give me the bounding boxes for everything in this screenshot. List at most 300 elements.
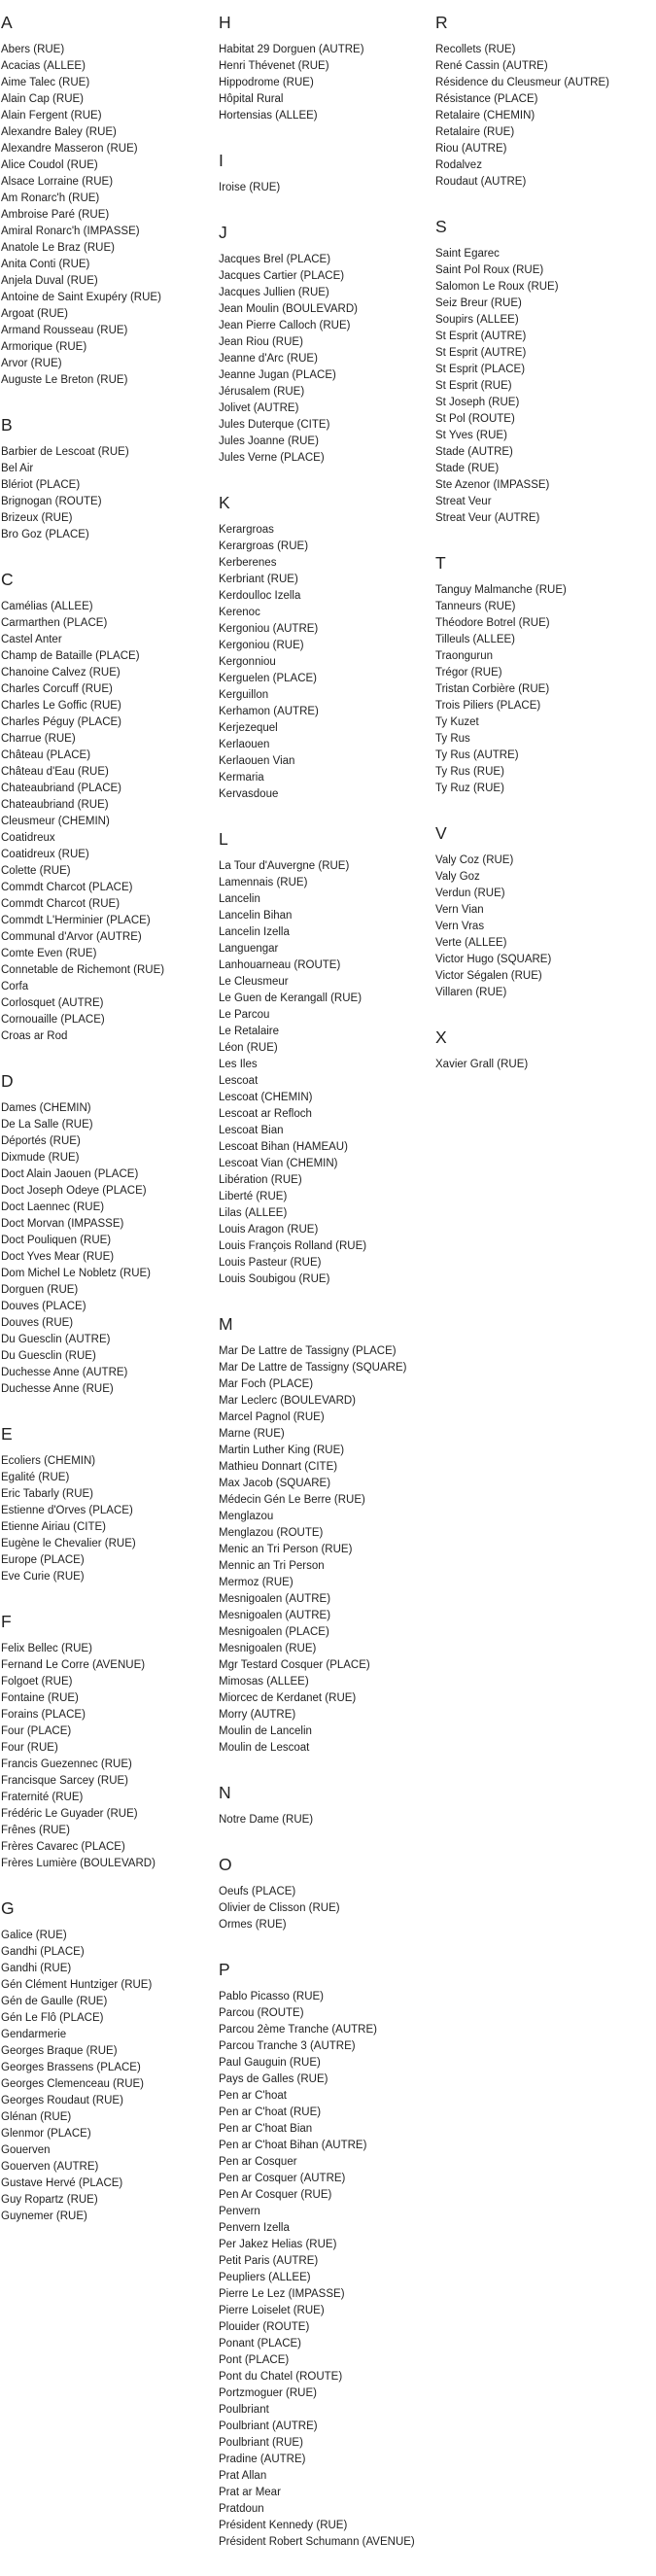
street-entry: Kerargroas (RUE): [219, 540, 309, 552]
letter-section: [219, 12, 432, 124]
street-entry: Ste Azenor (IMPASSE): [435, 479, 550, 491]
street-entry: Pen ar C'hoat Bian: [219, 2123, 313, 2135]
street-entry: Etienne Airiau (CITE): [1, 1521, 107, 1533]
street-entry: Francisque Sarcey (RUE): [1, 1775, 129, 1787]
letter-section: [219, 492, 432, 803]
street-entry: Georges Braque (RUE): [1, 2045, 118, 2057]
street-entry: Résidence du Cleusmeur (AUTRE): [435, 77, 609, 88]
street-entry: Eve Curie (RUE): [1, 1571, 85, 1583]
column-1: [1, 12, 215, 2250]
street-entry: Hortensias (ALLEE): [219, 110, 318, 122]
street-entry: Bro Goz (PLACE): [1, 529, 89, 540]
street-entry: Communal d'Arvor (AUTRE): [1, 931, 142, 943]
street-entry: Lescoat Bihan (HAMEAU): [219, 1141, 348, 1153]
street-entry: Pablo Picasso (RUE): [219, 1991, 325, 2002]
street-entry: Alexandre Masseron (RUE): [1, 143, 138, 155]
street-entry: Roudaut (AUTRE): [435, 176, 527, 188]
street-entry: Jeanne Jugan (PLACE): [219, 369, 336, 381]
street-entry: Europe (PLACE): [1, 1554, 85, 1566]
street-entry: Kerhamon (AUTRE): [219, 706, 319, 717]
street-entry: Les Iles: [219, 1059, 258, 1070]
street-entry: Alsace Lorraine (RUE): [1, 176, 114, 188]
street-entry: Jean Riou (RUE): [219, 336, 303, 348]
street-entry: Salomon Le Roux (RUE): [435, 281, 559, 293]
street-entry: Tilleuls (ALLEE): [435, 634, 516, 645]
letter-section: [1, 1070, 215, 1398]
street-entry: Déportés (RUE): [1, 1135, 81, 1147]
street-entry: Moulin de Lescoat: [219, 1742, 310, 1754]
street-entry: Folgoet (RUE): [1, 1676, 73, 1688]
street-entry: St Pol (ROUTE): [435, 413, 515, 425]
street-entry: Vern Vras: [435, 921, 485, 932]
street-entry: Menglazou (ROUTE): [219, 1527, 324, 1539]
street-entry: Doct Laennec (RUE): [1, 1201, 105, 1213]
street-entry: Fontaine (RUE): [1, 1692, 79, 1704]
street-entry: Gandhi (PLACE): [1, 1946, 85, 1958]
letter-section: [1, 1897, 215, 2225]
street-entry: Retalaire (RUE): [435, 126, 515, 138]
street-entry: Hôpital Rural: [219, 93, 284, 105]
street-entry: St Esprit (AUTRE): [435, 331, 527, 342]
street-entry: Gandhi (RUE): [1, 1963, 72, 1974]
street-entry: Kergoniou (RUE): [219, 640, 304, 651]
street-entry: Guynemer (RUE): [1, 2210, 87, 2222]
street-entry: Fernand Le Corre (AVENUE): [1, 1659, 146, 1671]
street-entry: Victor Hugo (SQUARE): [435, 954, 552, 965]
section-letter-heading: X: [435, 1027, 447, 1047]
street-entry: Menglazou: [219, 1511, 274, 1522]
street-entry: Gén Clément Huntziger (RUE): [1, 1979, 153, 1991]
letter-section: [1, 12, 215, 389]
street-entry: Poulbriant (RUE): [219, 2437, 303, 2449]
street-entry: Argoat (RUE): [1, 308, 69, 320]
street-entry: Libération (RUE): [219, 1174, 302, 1186]
street-entry: Ty Ruz (RUE): [435, 783, 504, 794]
street-entry: Kerenoc: [219, 607, 260, 618]
letter-section: [435, 822, 655, 1001]
street-entry: Brignogan (ROUTE): [1, 496, 102, 507]
street-entry: Champ de Bataille (PLACE): [1, 650, 140, 662]
street-entry: Kerguillon: [219, 689, 269, 701]
street-entry: Colette (RUE): [1, 865, 71, 877]
section-letter-heading: F: [1, 1612, 12, 1631]
street-entry: Languengar: [219, 943, 279, 955]
street-entry: Traongurun: [435, 650, 494, 662]
letter-section: [219, 1313, 432, 1757]
street-entry: Estienne d'Orves (PLACE): [1, 1505, 133, 1516]
street-entry: St Yves (RUE): [435, 430, 507, 441]
street-entry: Jacques Cartier (PLACE): [219, 270, 345, 282]
street-entry: Arvor (RUE): [1, 358, 62, 369]
street-entry: De La Salle (RUE): [1, 1119, 93, 1131]
street-entry: Frédéric Le Guyader (RUE): [1, 1808, 138, 1820]
column-3: [435, 12, 655, 1098]
street-entry: Four (PLACE): [1, 1725, 72, 1737]
street-entry: Jean Moulin (BOULEVARD): [219, 303, 358, 315]
street-entry: Carmarthen (PLACE): [1, 617, 108, 629]
street-entry: Poulbriant: [219, 2404, 269, 2416]
street-entry: Frères Cavarec (PLACE): [1, 1841, 125, 1853]
street-entry: Armorique (RUE): [1, 341, 87, 353]
street-entry: Pratdoun: [219, 2503, 264, 2515]
street-entry: Pen ar C'hoat Bihan (AUTRE): [219, 2140, 367, 2151]
street-entry: Auguste Le Breton (RUE): [1, 374, 128, 386]
street-entry: Morry (AUTRE): [219, 1709, 296, 1721]
letter-section: [1, 414, 215, 543]
street-entry: Kerberenes: [219, 557, 277, 569]
street-entry: Barbier de Lescoat (RUE): [1, 446, 129, 458]
street-entry: Pen ar Cosquer (AUTRE): [219, 2173, 346, 2184]
street-entry: Gendarmerie: [1, 2029, 67, 2040]
street-entry: Doct Pouliquen (RUE): [1, 1235, 112, 1246]
street-entry: Recollets (RUE): [435, 44, 516, 55]
street-entry: Mesnigoalen (PLACE): [219, 1626, 329, 1638]
street-entry: Kervasdoue: [219, 788, 279, 800]
street-entry: Tristan Corbière (RUE): [435, 683, 550, 695]
section-letter-heading: O: [219, 1855, 232, 1874]
street-entry: Marne (RUE): [219, 1428, 285, 1440]
street-entry: Louis François Rolland (RUE): [219, 1240, 367, 1252]
street-entry: Paul Gauguin (RUE): [219, 2057, 321, 2069]
section-letter-heading: T: [435, 553, 446, 573]
street-entry: Douves (PLACE): [1, 1301, 86, 1312]
street-entry: Hippodrome (RUE): [219, 77, 314, 88]
street-entry: Louis Pasteur (RUE): [219, 1257, 322, 1269]
street-entry: Georges Brassens (PLACE): [1, 2062, 141, 2073]
street-entry: Président Kennedy (RUE): [219, 2520, 348, 2531]
street-entry: Corlosquet (AUTRE): [1, 997, 104, 1009]
street-entry: Trois Piliers (PLACE): [435, 700, 541, 712]
street-entry: Stade (AUTRE): [435, 446, 513, 458]
section-letter-heading: J: [219, 223, 227, 242]
street-entry: Lilas (ALLEE): [219, 1207, 288, 1219]
street-entry: Cornouaille (PLACE): [1, 1014, 105, 1026]
section-letter-heading: G: [1, 1898, 15, 1918]
street-entry: Parcou Tranche 3 (AUTRE): [219, 2040, 356, 2052]
street-entry: Villaren (RUE): [435, 987, 507, 998]
section-letter-heading: V: [435, 823, 447, 843]
street-entry: Felix Bellec (RUE): [1, 1643, 92, 1654]
street-entry: Martin Luther King (RUE): [219, 1445, 345, 1456]
street-entry: Dorguen (RUE): [1, 1284, 79, 1296]
street-entry: Ty Kuzet: [435, 716, 479, 728]
street-entry: Penvern: [219, 2206, 260, 2217]
street-entry: Tanneurs (RUE): [435, 601, 516, 612]
street-entry: Kerbriant (RUE): [219, 574, 298, 585]
street-entry: Peupliers (ALLEE): [219, 2272, 311, 2283]
street-entry: Iroise (RUE): [219, 182, 281, 193]
street-entry: Valy Coz (RUE): [435, 854, 514, 866]
street-entry: Penvern Izella: [219, 2222, 290, 2234]
street-entry: Seiz Breur (RUE): [435, 297, 522, 309]
section-letter-heading: E: [1, 1424, 13, 1444]
street-entry: Alain Fergent (RUE): [1, 110, 102, 122]
letter-section: [435, 12, 655, 191]
street-entry: Alice Coudol (RUE): [1, 159, 98, 171]
street-entry: René Cassin (AUTRE): [435, 60, 548, 72]
street-entry: Mar De Lattre de Tassigny (PLACE): [219, 1345, 397, 1357]
street-entry: Coatidreux (RUE): [1, 849, 89, 860]
street-entry: St Esprit (AUTRE): [435, 347, 527, 359]
street-entry: Chanoine Calvez (RUE): [1, 667, 121, 679]
street-entry: Vern Vian: [435, 904, 484, 916]
street-entry: Per Jakez Helias (RUE): [219, 2239, 337, 2250]
street-entry: Soupirs (ALLEE): [435, 314, 519, 326]
street-entry: Commdt Charcot (PLACE): [1, 882, 133, 893]
section-letter-heading: C: [1, 570, 14, 589]
street-entry: Prat Allan: [219, 2470, 267, 2482]
street-entry: Louis Soubigou (RUE): [219, 1273, 330, 1285]
street-entry: Glenmor (PLACE): [1, 2128, 91, 2140]
street-entry: Alain Cap (RUE): [1, 93, 84, 105]
street-entry: Commdt Charcot (RUE): [1, 898, 121, 910]
street-entry: Poulbriant (AUTRE): [219, 2420, 318, 2432]
street-entry: Menic an Tri Person (RUE): [219, 1544, 353, 1555]
street-entry: Abers (RUE): [1, 44, 65, 55]
street-entry: Antoine de Saint Exupéry (RUE): [1, 292, 161, 303]
street-entry: Xavier Grall (RUE): [435, 1059, 529, 1070]
street-entry: Croas ar Rod: [1, 1030, 68, 1042]
letter-section: [435, 1027, 655, 1073]
section-letter-heading: D: [1, 1071, 14, 1091]
street-entry: Le Retalaire: [219, 1026, 280, 1037]
street-entry: Mennic an Tri Person: [219, 1560, 325, 1572]
street-entry: Ty Rus (RUE): [435, 766, 504, 778]
street-entry: Camélias (ALLEE): [1, 601, 93, 612]
street-entry: Château d'Eau (RUE): [1, 766, 109, 778]
street-entry: Le Guen de Kerangall (RUE): [219, 992, 363, 1004]
street-entry: Ty Rus: [435, 733, 470, 745]
street-entry: St Joseph (RUE): [435, 397, 520, 408]
section-letter-heading: L: [219, 829, 228, 849]
letter-section: [219, 150, 432, 196]
street-entry: Ponant (PLACE): [219, 2338, 302, 2350]
street-entry: Fraternité (RUE): [1, 1792, 84, 1803]
street-entry: Chateaubriand (PLACE): [1, 783, 122, 794]
street-entry: Eugène le Chevalier (RUE): [1, 1538, 136, 1549]
street-entry: Coatidreux: [1, 832, 55, 844]
street-entry: Ambroise Paré (RUE): [1, 209, 110, 221]
street-entry: Saint Egarec: [435, 248, 500, 260]
street-entry: Bel Air: [1, 463, 34, 474]
street-entry: Connetable de Richemont (RUE): [1, 964, 165, 976]
street-entry: Ecoliers (CHEMIN): [1, 1455, 96, 1467]
street-entry: Streat Veur: [435, 496, 492, 507]
street-entry: Gouerven: [1, 2144, 51, 2156]
street-entry: Cleusmeur (CHEMIN): [1, 816, 110, 827]
street-entry: Georges Roudaut (RUE): [1, 2095, 123, 2106]
street-entry: Lescoat: [219, 1075, 259, 1087]
street-entry: Habitat 29 Dorguen (AUTRE): [219, 44, 364, 55]
street-entry: Charles Corcuff (RUE): [1, 683, 113, 695]
section-letter-heading: R: [435, 13, 448, 32]
section-letter-heading: A: [1, 13, 13, 32]
street-entry: Jérusalem (RUE): [219, 386, 305, 398]
street-entry: Chateaubriand (RUE): [1, 799, 109, 811]
street-entry: Jules Verne (PLACE): [219, 452, 325, 464]
street-entry: Duchesse Anne (RUE): [1, 1383, 114, 1395]
street-entry: Ormes (RUE): [219, 1919, 287, 1931]
street-entry: Mesnigoalen (AUTRE): [219, 1610, 331, 1621]
section-letter-heading: H: [219, 13, 231, 32]
street-entry: Kerdoulloc Izella: [219, 590, 301, 602]
street-entry: Ty Rus (AUTRE): [435, 749, 519, 761]
street-entry: Mermoz (RUE): [219, 1577, 293, 1588]
street-entry: Lancelin Izella: [219, 926, 290, 938]
street-entry: Le Cleusmeur: [219, 976, 289, 988]
street-entry: Douves (RUE): [1, 1317, 74, 1329]
street-entry: Liberté (RUE): [219, 1191, 288, 1202]
street-entry: Gouerven (AUTRE): [1, 2161, 99, 2173]
street-entry: Pont du Chatel (ROUTE): [219, 2371, 343, 2383]
street-entry: Parcou 2ème Tranche (AUTRE): [219, 2024, 377, 2036]
street-entry: Notre Dame (RUE): [219, 1814, 314, 1826]
street-entry: Pen Ar Cosquer (RUE): [219, 2189, 332, 2201]
street-entry: Miorcec de Kerdanet (RUE): [219, 1692, 357, 1704]
street-entry: Charles Le Goffic (RUE): [1, 700, 121, 712]
street-entry: Stade (RUE): [435, 463, 500, 474]
street-entry: Lamennais (RUE): [219, 877, 308, 888]
street-entry: Pen ar C'hoat: [219, 2090, 287, 2102]
street-entry: Doct Morvan (IMPASSE): [1, 1218, 124, 1230]
letter-section: [435, 552, 655, 797]
street-entry: Mar Leclerc (BOULEVARD): [219, 1395, 357, 1407]
street-entry: Forains (PLACE): [1, 1709, 86, 1721]
street-entry: Comte Even (RUE): [1, 948, 97, 959]
street-entry: Pont (PLACE): [219, 2354, 290, 2366]
street-entry: Jules Duterque (CITE): [219, 419, 330, 431]
street-entry: Château (PLACE): [1, 749, 91, 761]
street-entry: Doct Joseph Odeye (PLACE): [1, 1185, 147, 1197]
letter-section: [219, 1854, 432, 1933]
street-entry: Anatole Le Braz (RUE): [1, 242, 115, 254]
street-entry: Riou (AUTRE): [435, 143, 507, 155]
street-entry: Castel Anter: [1, 634, 62, 645]
street-entry: Lescoat ar Refloch: [219, 1108, 312, 1120]
street-entry: Mimosas (ALLEE): [219, 1676, 309, 1688]
letter-section: [219, 828, 432, 1288]
street-entry: Kerjezequel: [219, 722, 278, 734]
street-entry: Alexandre Baley (RUE): [1, 126, 117, 138]
street-entry: Glénan (RUE): [1, 2111, 72, 2123]
street-entry: Rodalvez: [435, 159, 482, 171]
street-entry: La Tour d'Auvergne (RUE): [219, 860, 350, 872]
street-entry: Am Ronarc'h (RUE): [1, 192, 100, 204]
street-entry: Petit Paris (AUTRE): [219, 2255, 319, 2267]
street-entry: Kergoniou (AUTRE): [219, 623, 319, 635]
street-entry: Kerlaouen Vian: [219, 755, 295, 767]
street-entry: Lescoat Vian (CHEMIN): [219, 1158, 338, 1169]
street-entry: Brizeux (RUE): [1, 512, 73, 524]
street-entry: Georges Clemenceau (RUE): [1, 2078, 145, 2090]
street-entry: Résistance (PLACE): [435, 93, 538, 105]
street-entry: Jacques Brel (PLACE): [219, 254, 331, 265]
street-entry: Tanguy Malmanche (RUE): [435, 584, 567, 596]
street-entry: Louis Aragon (RUE): [219, 1224, 319, 1236]
street-entry: Oeufs (PLACE): [219, 1886, 296, 1897]
street-entry: Mathieu Donnart (CITE): [219, 1461, 338, 1473]
letter-section: [435, 216, 655, 527]
street-entry: Lanhouarneau (ROUTE): [219, 959, 341, 971]
street-entry: Charles Péguy (PLACE): [1, 716, 121, 728]
street-entry: Gén de Gaulle (RUE): [1, 1996, 108, 2007]
street-entry: Trégor (RUE): [435, 667, 502, 679]
street-entry: Guy Ropartz (RUE): [1, 2194, 98, 2206]
street-entry: Kerargroas: [219, 524, 274, 536]
street-entry: Frères Lumière (BOULEVARD): [1, 1858, 155, 1869]
letter-section: [219, 1959, 432, 2551]
street-entry: Jolivet (AUTRE): [219, 402, 299, 414]
street-entry: Doct Alain Jaouen (PLACE): [1, 1168, 139, 1180]
street-entry: Médecin Gén Le Berre (RUE): [219, 1494, 365, 1506]
street-entry: Plouider (ROUTE): [219, 2321, 310, 2333]
letter-section: [219, 1782, 432, 1828]
street-entry: Lancelin: [219, 893, 260, 905]
street-entry: Mar Foch (PLACE): [219, 1378, 314, 1390]
street-entry: Doct Yves Mear (RUE): [1, 1251, 115, 1263]
street-entry: Acacias (ALLEE): [1, 60, 86, 72]
street-entry: Théodore Botrel (RUE): [435, 617, 550, 629]
street-entry: Pierre Loiselet (RUE): [219, 2305, 325, 2316]
street-entry: Commdt L'Herminier (PLACE): [1, 915, 151, 926]
letter-section: [1, 1611, 215, 1872]
street-entry: Mgr Testard Cosquer (PLACE): [219, 1659, 370, 1671]
street-entry: Kerlaouen: [219, 739, 270, 750]
street-entry: Jules Joanne (RUE): [219, 435, 319, 447]
street-entry: Gén Le Flô (PLACE): [1, 2012, 104, 2024]
street-entry: Frênes (RUE): [1, 1825, 70, 1836]
street-entry: Lancelin Bihan: [219, 910, 293, 922]
street-entry: Olivier de Clisson (RUE): [219, 1902, 340, 1914]
section-letter-heading: K: [219, 493, 230, 512]
street-entry: Verte (ALLEE): [435, 937, 507, 949]
street-entry: Du Guesclin (RUE): [1, 1350, 96, 1362]
street-entry: Blériot (PLACE): [1, 479, 81, 491]
street-entry: Président Robert Schumann (AVENUE): [219, 2536, 415, 2548]
letter-section: [1, 569, 215, 1045]
street-entry: Gustave Hervé (PLACE): [1, 2177, 123, 2189]
street-entry: Streat Veur (AUTRE): [435, 512, 540, 524]
section-letter-heading: M: [219, 1314, 233, 1334]
street-entry: Dom Michel Le Nobletz (RUE): [1, 1268, 152, 1279]
street-entry: Le Parcou: [219, 1009, 270, 1021]
street-entry: St Esprit (PLACE): [435, 364, 526, 375]
street-entry: Charrue (RUE): [1, 733, 76, 745]
section-letter-heading: I: [219, 151, 224, 170]
street-entry: Pen ar C'hoat (RUE): [219, 2106, 322, 2118]
street-entry: Verdun (RUE): [435, 888, 505, 899]
street-entry: Galice (RUE): [1, 1930, 67, 1941]
section-letter-heading: P: [219, 1960, 230, 1979]
street-entry: Amiral Ronarc'h (IMPASSE): [1, 226, 140, 237]
letter-section: [1, 1423, 215, 1585]
street-entry: Pradine (AUTRE): [219, 2454, 306, 2465]
street-entry: Anita Conti (RUE): [1, 259, 90, 270]
street-entry: Jacques Jullien (RUE): [219, 287, 329, 298]
street-entry: Aime Talec (RUE): [1, 77, 90, 88]
section-letter-heading: B: [1, 415, 13, 435]
street-entry: Jeanne d'Arc (RUE): [219, 353, 318, 365]
street-entry: St Esprit (RUE): [435, 380, 512, 392]
street-entry: Léon (RUE): [219, 1042, 278, 1054]
street-entry: Dames (CHEMIN): [1, 1102, 91, 1114]
street-entry: Eric Tabarly (RUE): [1, 1488, 93, 1500]
street-entry: Retalaire (CHEMIN): [435, 110, 535, 122]
street-entry: Victor Ségalen (RUE): [435, 970, 542, 982]
street-entry: Francis Guezennec (RUE): [1, 1758, 132, 1770]
street-entry: Kergonniou: [219, 656, 276, 668]
street-entry: Anjela Duval (RUE): [1, 275, 98, 287]
